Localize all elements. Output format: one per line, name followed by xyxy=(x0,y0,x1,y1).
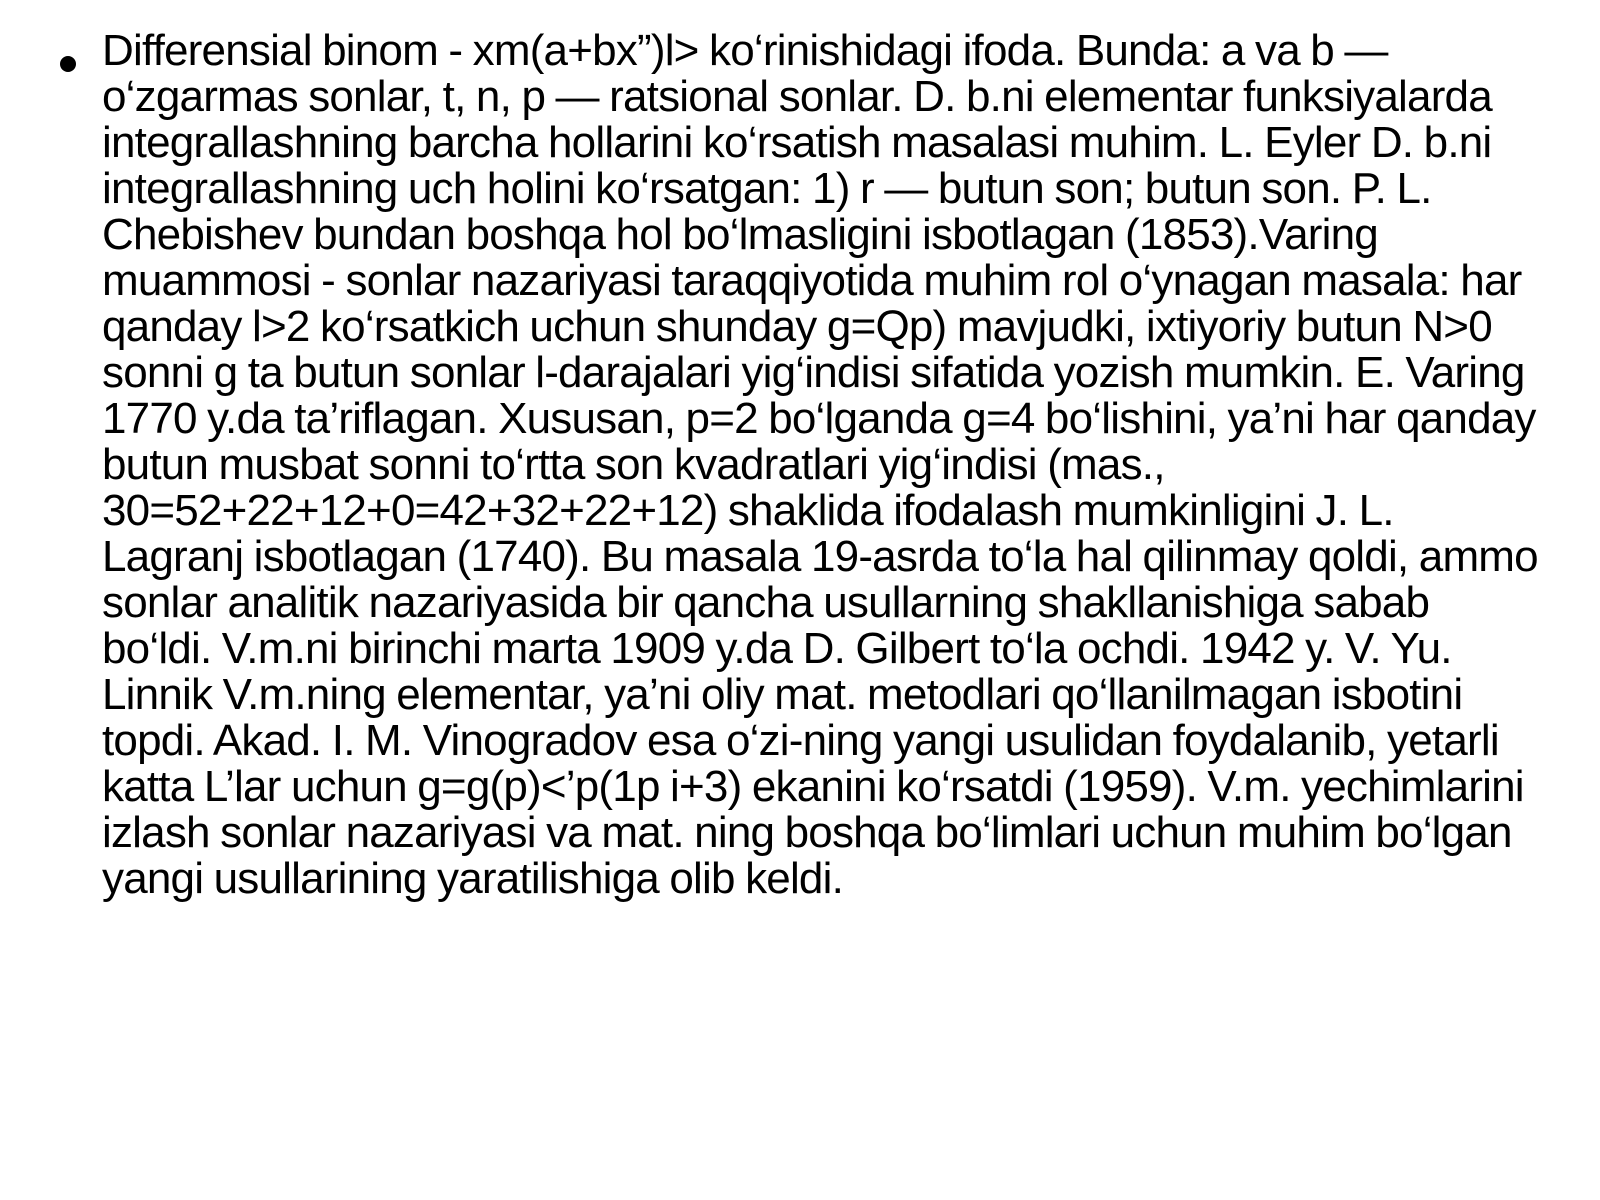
bullet-list xyxy=(60,28,1540,902)
bullet-text: Differensial binom - xm(a+bx”)l> ko‘rinishidagi ifoda. Bunda: a va b — o‘zgarmas sonlar, t, n, p — ratsional sonlar. D. b.ni elementar funksiyalarda integrallashning barcha hollarini ko‘rsatish masalasi muhim. L. Eyler D. b.ni integrallashning uch holini ko‘rsatgan: 1) r — butun son; butun son. P. L. Chebishev bundan boshqa hol bo‘lmasligini isbotlagan (1853).Varing muammosi - sonlar nazariyasi taraqqiyotida muhim rol o‘ynagan masala: har qanday l>2 ko‘rsatkich uchun shunday g=Qp) mavjudki, ixtiyoriy butun N>0 sonni g ta butun sonlar l-darajalari yig‘indisi sifatida yozish mumkin. E. Varing 1770 y.da ta’riflagan. Xususan, p=2 bo‘lganda g=4 bo‘lishini, ya’ni har qanday butun musbat sonni to‘rtta son kvadratlari yig‘indisi (mas., 30=52+22+12+0=42+32+22+12) shaklida ifodalash mumkinligini J. L. Lagranj isbotlagan (1740). Bu masala 19-asrda to‘la hal qilinmay qoldi, ammo sonlar analitik nazariyasida bir qancha usullarning shakllanishiga sabab bo‘ldi. V.m.ni birinchi marta 1909 y.da D. Gilbert to‘la ochdi. 1942 y. V. Yu. Linnik V.m.ning elementar, ya’ni oliy mat. metodlari qo‘llanilmagan isbotini topdi. Akad. I. M. Vinogradov esa o‘zi-ning yangi usulidan foydalanib, yetarli katta L’lar uchun g=g(p)<’p(1p i+3) ekanini ko‘rsatdi (1959). V.m. yechimlarini izlash sonlar nazariyasi va mat. ning boshqa bo‘limlari uchun muhim bo‘lgan yangi usullarining yaratilishiga olib keldi. xyxy=(102,26,1538,903)
bullet-item xyxy=(60,28,1540,902)
bullet-dot-icon xyxy=(60,56,76,72)
